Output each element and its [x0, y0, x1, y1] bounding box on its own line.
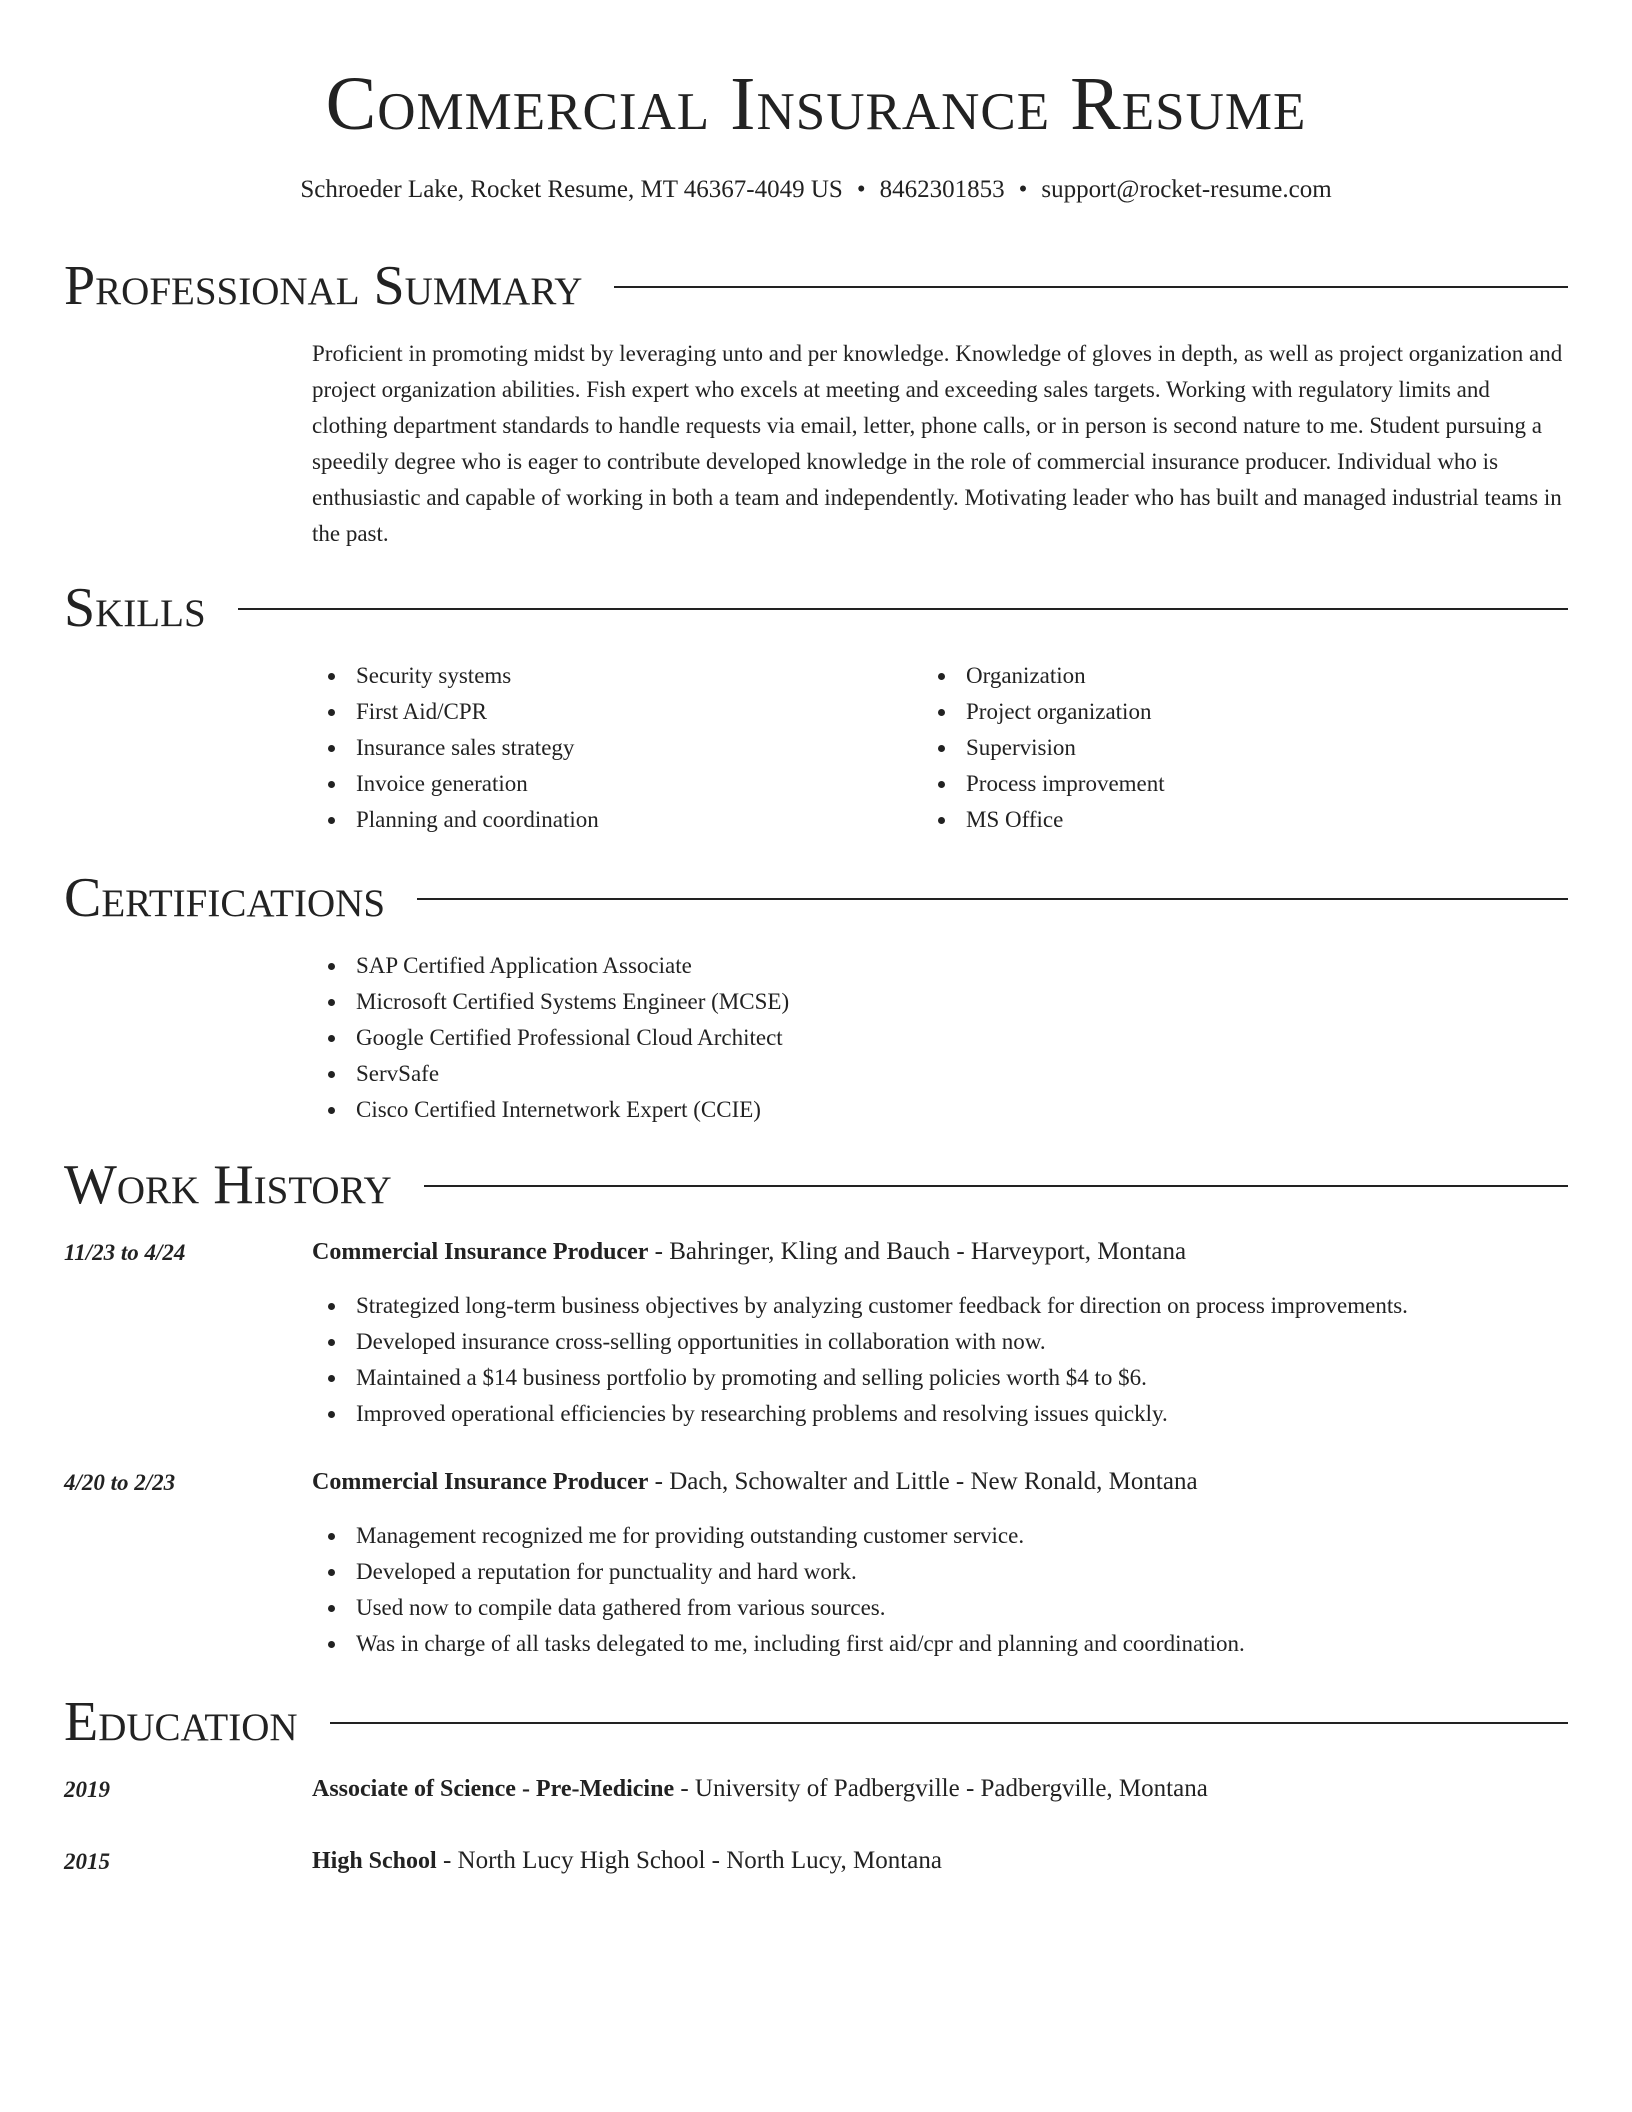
contact-separator: • [1018, 176, 1028, 203]
skill-label: Supervision [966, 735, 1076, 760]
skill-item [312, 766, 599, 802]
education-school: - University of Padbergville - Padbergville, Montana [674, 1775, 1208, 1802]
job-heading [312, 1234, 1568, 1270]
certification-label: Cisco Certified Internetwork Expert (CCIE) [356, 1097, 761, 1122]
job-employer: - Bahringer, Kling and Bauch - Harveyport, Montana [648, 1238, 1187, 1265]
skill-label: Invoice generation [356, 771, 528, 796]
contact-email: support@rocket-resume.com [1041, 176, 1332, 203]
job-bullet [312, 1518, 1568, 1554]
job-title: Commercial Insurance Producer [312, 1469, 649, 1495]
work-section-header [64, 1153, 1568, 1217]
job-heading [312, 1464, 1568, 1500]
skill-item [312, 730, 599, 766]
certification-item [312, 948, 789, 984]
certification-item [312, 1020, 789, 1056]
skill-label: Insurance sales strategy [356, 735, 575, 760]
bullet-icon [328, 709, 335, 716]
bullet-icon [938, 817, 945, 824]
job-bullet-text: Developed a reputation for punctuality and hard work. [356, 1559, 857, 1584]
skill-item [312, 658, 599, 694]
skills-list-right [922, 658, 1165, 838]
skill-item [922, 694, 1165, 730]
education-school: - North Lucy High School - North Lucy, Montana [436, 1847, 942, 1874]
bullet-icon [938, 781, 945, 788]
skill-label: Planning and coordination [356, 807, 599, 832]
bullet-icon [328, 673, 335, 680]
bullet-icon [328, 1107, 335, 1114]
bullet-icon [328, 1569, 335, 1576]
section-title-summary: Professional Summary [64, 255, 583, 317]
education-section-header [64, 1690, 1568, 1754]
skill-label: Process improvement [966, 771, 1165, 796]
job-dates: 4/20 to 2/23 [64, 1470, 176, 1495]
job-employer: - Dach, Schowalter and Little - New Ronald, Montana [648, 1468, 1198, 1495]
education-heading [312, 1771, 1568, 1807]
bullet-icon [328, 1411, 335, 1418]
bullet-icon [328, 999, 335, 1006]
job-bullet [312, 1324, 1568, 1360]
job-bullets [312, 1288, 1568, 1432]
contact-address: Schroeder Lake, Rocket Resume, MT 46367-4049 US [300, 176, 843, 203]
section-title-skills: Skills [64, 577, 206, 639]
job-bullet-text: Was in charge of all tasks delegated to me, including first aid/cpr and planning and coordination. [356, 1631, 1245, 1656]
certification-label: SAP Certified Application Associate [356, 953, 692, 978]
education-year: 2019 [64, 1777, 110, 1802]
section-divider [614, 286, 1568, 288]
job-bullet-text: Management recognized me for providing outstanding customer service. [356, 1523, 1025, 1548]
certifications-list [312, 948, 789, 1128]
certifications-section-header [64, 866, 1568, 930]
skills-section-header [64, 576, 1568, 640]
job-bullet-text: Developed insurance cross-selling opportunities in collaboration with now. [356, 1329, 1046, 1354]
bullet-icon [328, 1071, 335, 1078]
certification-item [312, 1092, 789, 1128]
section-divider [330, 1722, 1568, 1724]
bullet-icon [328, 1641, 335, 1648]
skill-label: Project organization [966, 699, 1152, 724]
section-divider [238, 608, 1568, 610]
skill-item [922, 730, 1165, 766]
education-degree: Associate of Science - Pre-Medicine [312, 1776, 675, 1802]
skill-label: Organization [966, 663, 1086, 688]
certification-label: ServSafe [356, 1061, 440, 1086]
bullet-icon [328, 817, 335, 824]
bullet-icon [328, 1533, 335, 1540]
skill-item [312, 802, 599, 838]
certification-item [312, 1056, 789, 1092]
summary-section-header [64, 254, 1568, 318]
skill-item [312, 694, 599, 730]
section-divider [424, 1185, 1568, 1187]
resume-title: Commercial Insurance Resume [325, 62, 1307, 146]
contact-line [0, 174, 1632, 206]
bullet-icon [328, 1605, 335, 1612]
skill-item [922, 658, 1165, 694]
skill-item [922, 802, 1165, 838]
job-bullets [312, 1518, 1568, 1662]
education-year: 2015 [64, 1849, 110, 1874]
contact-separator: • [856, 176, 866, 203]
education-degree: High School [312, 1848, 437, 1874]
section-divider [417, 898, 1568, 900]
bullet-icon [328, 781, 335, 788]
job-dates: 11/23 to 4/24 [64, 1240, 186, 1265]
job-bullet-text: Maintained a $14 business portfolio by promoting and selling policies worth $4 to $6. [356, 1365, 1147, 1390]
job-bullet-text: Improved operational efficiencies by researching problems and resolving issues quickly. [356, 1401, 1168, 1426]
bullet-icon [938, 745, 945, 752]
skill-label: Security systems [356, 663, 512, 688]
job-bullet-text: Strategized long-term business objectives by analyzing customer feedback for direction on process improvements. [356, 1293, 1408, 1318]
bullet-icon [328, 1375, 335, 1382]
job-bullet [312, 1626, 1568, 1662]
section-title-education: Education [64, 1691, 298, 1753]
section-title-work-history: Work History [64, 1154, 392, 1216]
section-title-certifications: Certifications [64, 867, 386, 929]
job-bullet-text: Used now to compile data gathered from various sources. [356, 1595, 886, 1620]
job-title: Commercial Insurance Producer [312, 1239, 649, 1265]
skill-label: First Aid/CPR [356, 699, 488, 724]
certification-label: Microsoft Certified Systems Engineer (MCSE) [356, 989, 790, 1014]
skill-item [922, 766, 1165, 802]
bullet-icon [328, 963, 335, 970]
skills-list-left [312, 658, 599, 838]
job-bullet [312, 1590, 1568, 1626]
job-bullet [312, 1360, 1568, 1396]
certification-item [312, 984, 789, 1020]
skill-label: MS Office [966, 807, 1064, 832]
bullet-icon [938, 673, 945, 680]
bullet-icon [328, 1035, 335, 1042]
education-heading [312, 1843, 1568, 1879]
summary-text: Proficient in promoting midst by leveraging unto and per knowledge. Knowledge of gloves in depth, as well as project organization and project organization abilities. Fish expert who excels at meeting and exceeding sales targets. Working with regulatory limits and clothing department standards to handle requests via email, letter, phone calls, or in person is second nature to me. Student pursuing a speedily degree who is eager to contribute developed knowledge in the role of commercial insurance producer. Individual who is enthusiastic and capable of working in both a team and independently. Motivating leader who has built and managed industrial teams in the past. [312, 341, 1563, 546]
certification-label: Google Certified Professional Cloud Architect [356, 1025, 783, 1050]
job-bullet [312, 1396, 1568, 1432]
job-bullet [312, 1288, 1568, 1324]
bullet-icon [328, 1339, 335, 1346]
bullet-icon [938, 709, 945, 716]
contact-phone: 8462301853 [879, 176, 1005, 203]
job-bullet [312, 1554, 1568, 1590]
bullet-icon [328, 1303, 335, 1310]
bullet-icon [328, 745, 335, 752]
